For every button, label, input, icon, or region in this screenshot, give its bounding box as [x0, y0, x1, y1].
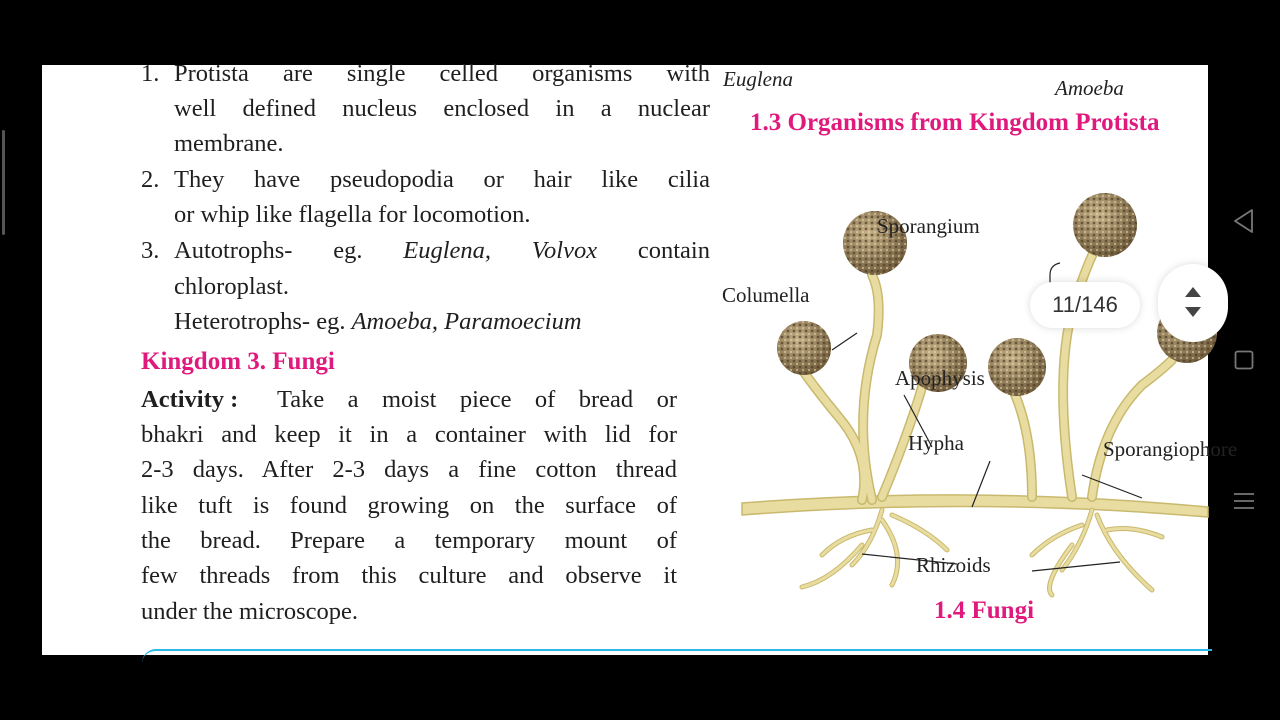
- figure-1-3-title: 1.3 Organisms from Kingdom Protista: [750, 109, 1160, 136]
- activity-line-6: few threads from this culture and observe it: [141, 562, 677, 589]
- list-number: 2.: [141, 166, 160, 193]
- page-counter: 11/146: [1030, 282, 1140, 328]
- list-item-1-line-1: Protista are single celled organisms with: [174, 60, 710, 87]
- menu-icon[interactable]: [1233, 491, 1255, 511]
- caption-euglena: Euglena: [723, 67, 793, 91]
- list-number: 1.: [141, 60, 160, 87]
- scroll-arrows-button[interactable]: [1158, 264, 1228, 342]
- list-item-3-line-1: Autotrophs- eg. Euglena, Volvox contain: [174, 237, 710, 264]
- activity-line-2: bhakri and keep it in a container with lid for: [141, 421, 677, 448]
- list-item-3-line-2: chloroplast.: [174, 273, 289, 300]
- fungi-illustration: [732, 185, 1208, 605]
- list-item-2-line-2: or whip like flagella for locomotion.: [174, 201, 531, 228]
- activity-line-7: under the microscope.: [141, 598, 359, 625]
- activity-line-1: Activity : Take a moist piece of bread or: [141, 386, 677, 413]
- activity-label: Activity :: [141, 386, 239, 413]
- list-number: 3.: [141, 237, 160, 264]
- list-item-2-line-1: They have pseudopodia or hair like cilia: [174, 166, 710, 193]
- list-item-1-line-2: well defined nucleus enclosed in a nuclear: [174, 95, 710, 122]
- back-icon[interactable]: [1232, 208, 1256, 234]
- bottom-border-line: [142, 649, 1212, 663]
- label-rhizoids: Rhizoids: [916, 553, 991, 577]
- label-apophysis: Apophysis: [895, 366, 985, 390]
- label-sporangiophore: Sporangiophore: [1103, 437, 1238, 461]
- label-columella: Columella: [722, 283, 810, 307]
- figure-1-4-title: 1.4 Fungi: [934, 597, 1035, 624]
- label-hypha: Hypha: [908, 431, 964, 455]
- activity-line-4: like tuft is found growing on the surface of: [141, 492, 677, 519]
- list-item-1-line-3: membrane.: [174, 130, 284, 157]
- activity-line-3: 2-3 days. After 2-3 days a fine cotton thread: [141, 456, 677, 483]
- activity-line-5: the bread. Prepare a temporary mount of: [141, 527, 677, 554]
- section-heading: Kingdom 3. Fungi: [141, 348, 335, 375]
- document-page: [42, 60, 1238, 655]
- left-scroll-indicator[interactable]: [2, 130, 5, 235]
- home-icon[interactable]: [1234, 350, 1254, 370]
- list-item-3-line-3: Heterotrophs- eg. Amoeba, Paramoecium: [174, 308, 582, 335]
- label-sporangium: Sporangium: [877, 214, 980, 238]
- caption-amoeba: Amoeba: [1055, 76, 1124, 100]
- scroll-arrows-icon: [1158, 264, 1228, 342]
